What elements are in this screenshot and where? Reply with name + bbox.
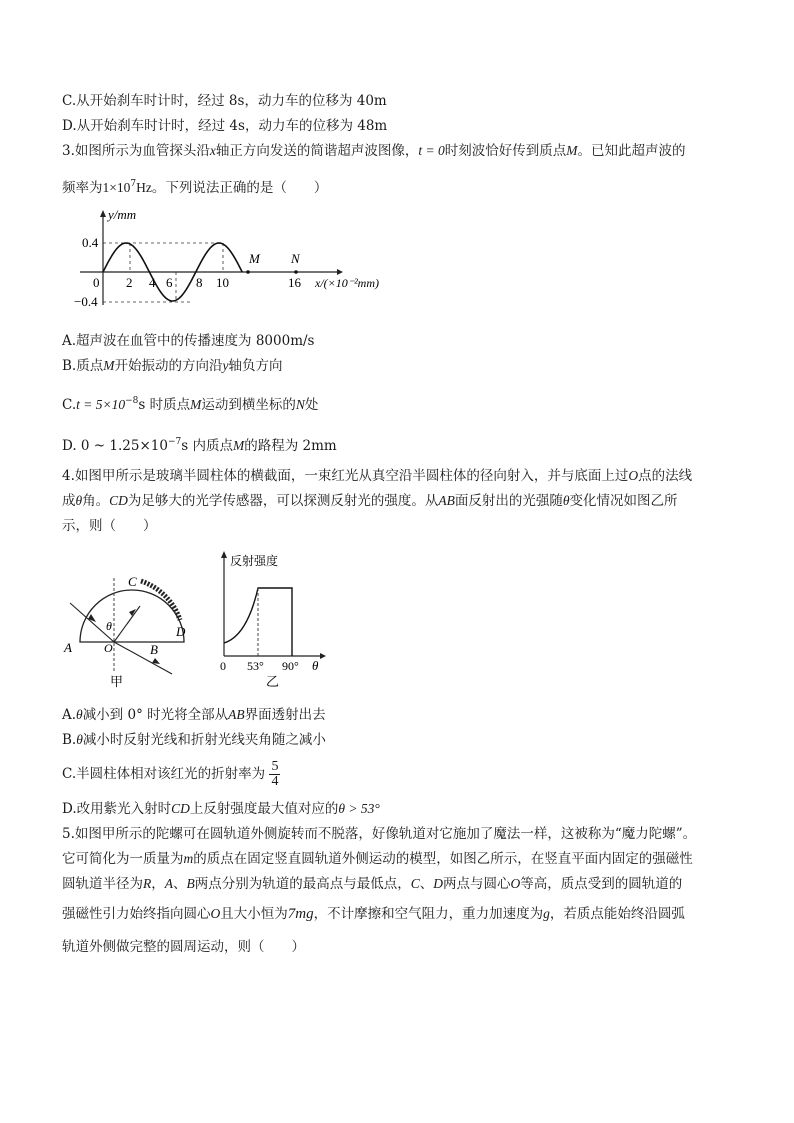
y-tick-minus-0.4: −0.4 [74,294,98,309]
q3-frequency-base: 1×10 [102,180,131,195]
q3-option-b [62,357,282,375]
q5-var-d: D [433,876,444,891]
yi-x-label: θ [312,658,319,673]
q3-stem-text: 3.如图所示为血管探头沿 [62,143,210,159]
q3-stem-text: 。下列说法正确的是（ ） [151,180,328,196]
q3-stem-line2 [62,175,327,197]
q4-var-ab: AB [438,493,455,508]
q4-figure-yi [212,548,337,688]
option-math: θ > 53° [338,801,380,816]
option-text: B. [62,732,77,748]
q5-force-7mg: 7mg [287,906,314,922]
option-var: N [295,397,305,412]
point-m-label: M [249,251,260,266]
q3-frequency-unit: Hz [136,180,152,195]
y-axis-arrow [100,210,106,217]
yi-y-label: 反射强度 [230,554,279,568]
reflected-ray [114,642,172,674]
label-d: D [176,624,186,639]
q3-var-x: x [209,143,216,158]
option-var: θ [76,732,83,747]
q5-var-b: B [186,876,195,891]
option-text: 的路程为 2mm [244,438,337,454]
q4-stem-text: 成 [62,493,76,509]
q4-var-o: O [628,468,639,483]
q5-text: ，不计摩擦和空气阻力，重力加速度为 [313,906,544,922]
q4-stem-text: 变化情况如图乙所 [569,493,678,509]
caption-yi: 乙 [266,675,280,688]
option-exponent: −8 [125,396,139,406]
option-text: s 时质点 [138,397,191,413]
fraction-denominator: 4 [271,774,279,789]
q5-var-r: R [143,876,152,891]
option-text: 运动到横坐标的 [201,397,296,413]
q3-stem-line1 [62,142,686,160]
q4-var-theta: θ [562,493,570,508]
option-text: 界面透射出去 [244,707,326,723]
q4-option-a [62,706,326,724]
label-a: A [64,640,72,655]
q5-var-m: m [183,851,194,866]
option-text: s 内质点 [181,438,233,454]
q3-var-m: M [566,143,578,158]
q4-stem-text: 为足够大的光学传感器，可以探测反射光的强度。从 [127,493,439,509]
q5-text: 的质点在固定竖直圆轨道外侧运动的模型，如图乙所示，在竖直平面内固定的强磁性 [193,851,693,867]
option-text: A. [62,707,77,723]
q3-wave-graph [70,205,410,310]
option-var: θ [76,707,83,722]
q5-line5: 轨道外侧做完整的圆周运动，则（ ） [62,939,305,955]
option-var: M [190,397,202,412]
option-text: D.改用紫光入射时 [62,801,172,817]
q5-text: ， [151,876,165,892]
option-text: 开始振动的方向沿 [114,358,223,374]
q4-stem-text: 4.如图甲所示是玻璃半圆柱体的横截面，一束红光从真空沿半圆柱体的径向射入，并与底面上过 [62,468,629,484]
x-axis-arrow [337,269,343,275]
sensor-cd [141,581,180,620]
point-n-label: N [291,251,300,266]
q4-option-c [62,760,280,789]
x-axis-label: x/(×10⁻²mm) [315,276,380,290]
q4-stem-line2 [62,492,678,510]
reflected-arrow [152,658,160,664]
q5-var-o: O [210,906,221,921]
x-tick-2: 2 [126,275,133,290]
option-math: D. 0 ~ 1.25×10 [62,438,168,454]
q3-option-c [62,392,318,414]
q3-stem-text: 。已知此超声波的 [577,143,686,159]
q5-text: 且大小恒为 [220,906,288,922]
label-c: C [128,574,137,589]
option-text: 减小时反射光线和折射光线夹角随之减小 [82,732,326,748]
q5-line3 [62,875,682,893]
caption-jia: 甲 [110,675,124,688]
option-text: 处 [304,397,319,413]
q4-option-b [62,731,326,749]
refractive-index-fraction [269,760,280,789]
q5-line1: 5.如图甲所示的陀螺可在圆轨道外侧旋转而不脱落，好像轨道对它施加了魔法一样，这被称为“魔力陀螺”。 [62,826,697,842]
q3-stem-text: 时刻波恰好传到质点 [444,143,567,159]
q4-stem-text: 角。 [82,493,110,509]
q2-option-d: D.从开始刹车时计时，经过 4s，动力车的位移为 48m [62,118,388,134]
q5-line2 [62,850,693,868]
q5-text: 、 [419,876,434,892]
q5-text: 圆轨道半径为 [62,876,143,892]
option-text: B.质点 [62,358,104,374]
x-tick-16: 16 [288,275,301,290]
x-tick-4: 4 [149,275,156,290]
option-math: t = 5×10 [76,397,126,412]
q4-var-theta: θ [75,493,83,508]
q2-option-c: C.从开始刹车时计时，经过 8s，动力车的位移为 40m [62,93,387,109]
q5-text: 两点与圆心 [443,876,511,892]
q3-frequency-exp: 7 [130,179,137,189]
q5-var-g: g [543,906,550,921]
option-var: AB [228,707,245,722]
q4-stem-text: 点的法线 [638,468,693,484]
q3-option-a: A.超声波在血管中的传播速度为 8000m/s [62,333,315,349]
fraction-numerator: 5 [271,759,279,774]
q5-text: ，若质点能始终沿圆弧 [549,906,685,922]
q5-text: 强磁性引力始终指向圆心 [62,906,211,922]
q4-var-cd: CD [109,493,128,508]
q4-figure-jia [62,548,212,688]
q5-text: 两点分别为轨道的最高点与最低点， [194,876,411,892]
y-axis-label: y/mm [108,207,137,222]
q5-text: 等高，质点受到的圆轨道的 [520,876,683,892]
q4-stem-line1 [62,467,692,485]
x-tick-10: 10 [216,275,229,290]
incident-arrow [88,614,96,622]
q5-text: 它可简化为一质量为 [62,851,184,867]
x-tick-6: 6 [166,275,173,290]
option-var: M [103,358,115,373]
q4-stem-text: 面反射出的光强随 [454,493,563,509]
label-b: B [150,642,158,657]
q3-option-d [62,433,337,455]
q4-stem-line3: 示，则（ ） [62,518,157,534]
q3-var-t0: t = 0 [418,143,445,158]
option-text: 减小到 0° 时光将全部从 [82,707,229,723]
point-n-marker [294,270,298,274]
q5-var-c: C [410,876,420,891]
yi-tick-90: 90° [282,659,299,673]
refracted-ray [114,606,140,642]
yi-y-arrow [221,551,227,558]
option-var: y [222,358,229,373]
option-text: 上反射强度最大值对应的 [189,801,339,817]
point-m-marker [246,270,250,274]
option-text: 轴负方向 [228,358,283,374]
q3-stem-text: 频率为 [62,180,103,196]
q5-var-a: A [164,876,173,891]
q3-stem-text: 轴正方向发送的简谐超声波图像， [215,143,419,159]
q5-var-o: O [510,876,521,891]
yi-tick-53: 53° [247,659,264,673]
y-tick-0.4: 0.4 [82,235,99,250]
option-var: M [232,438,245,453]
q5-text: 、 [173,876,187,892]
x-tick-8: 8 [196,275,203,290]
yi-x-arrow [320,653,326,659]
label-o: O [104,641,113,655]
option-exponent: −7 [167,437,182,447]
q4-option-d [62,800,380,818]
option-text: C.半圆柱体相对该红光的折射率为 [62,766,266,782]
option-text: C. [62,397,77,413]
x-tick-0: 0 [93,275,100,290]
label-theta: θ [106,619,112,633]
yi-tick-0: 0 [220,659,226,673]
option-var: CD [171,801,190,816]
q5-line4 [62,905,685,923]
